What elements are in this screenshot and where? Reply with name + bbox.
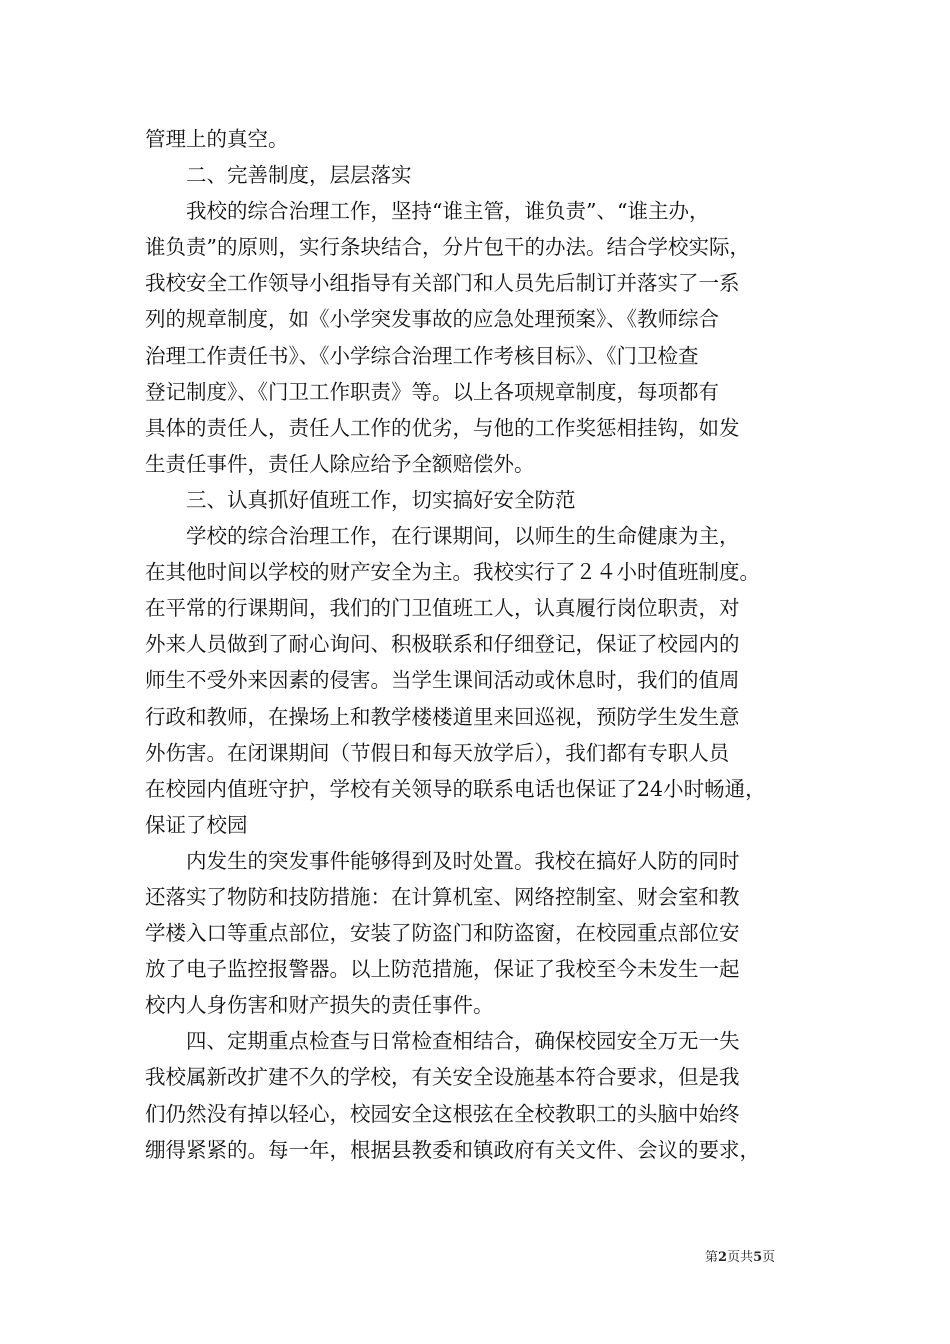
text-line: 师生不受外来因素的侵害。当学生课间活动或休息时，我们的值周	[145, 668, 740, 693]
text-line: 学楼入口等重点部位，安装了防盗门和防盗窗，在校园重点部位安	[145, 921, 740, 946]
text-line: 生责任事件，责任人除应给予全额赔偿外。	[145, 451, 535, 476]
text-line: 们仍然没有掉以轻心，校园安全这根弦在全校教职工的头脑中始终	[145, 1101, 740, 1126]
text-line: 绷得紧紧的。每一年，根据县教委和镇政府有关文件、会议的要求，	[145, 1137, 760, 1162]
text-line: 在平常的行课期间，我们的门卫值班工人，认真履行岗位职责，对	[145, 596, 740, 621]
text-line: 放了电子监控报警器。以上防范措施，保证了我校至今未发生一起	[145, 957, 740, 982]
text-line: 四、定期重点检查与日常检查相结合，确保校园安全万无一失	[186, 1029, 740, 1054]
text-line: 行政和教师，在操场上和教学楼楼道里来回巡视，预防学生发生意	[145, 704, 740, 729]
document-body	[145, 121, 825, 1168]
text-line: 我校的综合治理工作，坚持“谁主管，谁负责”、“谁主办，	[186, 199, 710, 224]
text-line: 管理上的真空。	[145, 127, 289, 151]
text-line: 学校的综合治理工作，在行课期间，以师生的生命健康为主，	[186, 524, 740, 549]
current-page-number: 2	[718, 1250, 728, 1265]
text-line: 列的规章制度，如《小学突发事故的应急处理预案》、《教师综合	[145, 307, 719, 332]
page-footer	[705, 1246, 775, 1265]
text-line: 谁负责”的原则，实行条块结合，分片包干的办法。结合学校实际，	[145, 235, 750, 260]
text-line: 外来人员做到了耐心询问、积极联系和仔细登记，保证了校园内的	[145, 632, 740, 657]
text-line: 校内人身伤害和财产损失的责任事件。	[145, 993, 494, 1018]
text-line: 我校安全工作领导小组指导有关部门和人员先后制订并落实了一系	[145, 271, 740, 296]
text-line: 内发生的突发事件能够得到及时处置。我校在搞好人防的同时	[186, 848, 740, 873]
footer-prefix: 第	[705, 1250, 719, 1265]
footer-middle: 页共	[727, 1250, 754, 1265]
text-line: 二、完善制度，层层落实	[186, 163, 412, 188]
text-line: 三、认真抓好值班工作，切实搞好安全防范	[186, 487, 576, 512]
text-line: 我校属新改扩建不久的学校，有关安全设施基本符合要求，但是我	[145, 1065, 740, 1090]
text-line: 还落实了物防和技防措施：在计算机室、网络控制室、财会室和教	[145, 884, 740, 909]
total-page-count: 5	[753, 1250, 763, 1265]
text-line: 在其他时间以学校的财产安全为主。我校实行了２４小时值班制度。	[145, 560, 760, 585]
text-line: 治理工作责任书》、《小学综合治理工作考核目标》、《门卫检查	[145, 343, 699, 368]
text-line: 外伤害。在闭课期间（节假日和每天放学后），我们都有专职人员	[145, 740, 730, 765]
text-line: 在校园内值班守护，学校有关领导的联系电话也保证了24小时畅通，	[145, 776, 766, 801]
footer-suffix: 页	[762, 1250, 776, 1265]
text-line: 具体的责任人，责任人工作的优劣，与他的工作奖惩相挂钩，如发	[145, 415, 740, 440]
text-line: 保证了校园	[145, 812, 248, 837]
text-line: 登记制度》、《门卫工作职责》等。以上各项规章制度，每项都有	[145, 379, 719, 404]
